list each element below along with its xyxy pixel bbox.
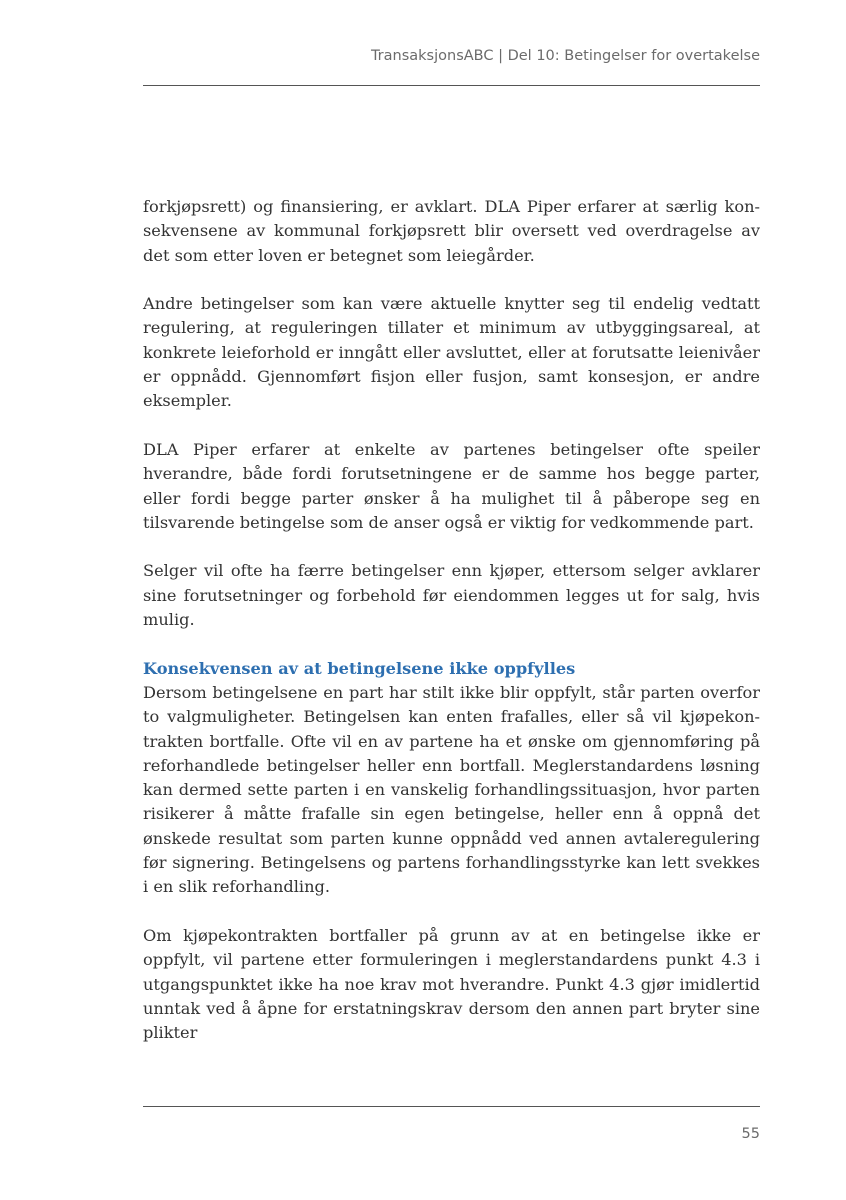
running-header: TransaksjonsABC | Del 10: Betingelser for overtakelse [370,48,760,64]
page-number: 55 [741,1126,760,1142]
header-divider [143,85,760,86]
body-paragraph: Om kjøpekontrakten bortfaller på grunn av at en betingelse ikke er oppfylt, vil partene etter formuleringen i meglerstandardens punkt 4.3 i utgangspunktet ikke ha noe krav mot hverandre. Punkt 4.3 gjør imidlertid unntak ved å åpne for erstatningskrav dersom den annen part bryter sine plikter [143,925,760,1043]
footer-divider [143,1106,760,1107]
body-paragraph: DLA Piper erfarer at enkelte av partenes betingelser ofte speiler hverandre, både fordi forutsetningene er de samme hos begge parter, eller fordi begge parter ønsker å ha mulighet til å påberope seg en tilsvarende betingelse som de anser også er viktig for vedkommende part. [143,439,760,532]
page-body [143,195,760,1045]
body-paragraph: forkjøpsrett) og finansiering, er avklart. DLA Piper erfarer at særlig konsekvensene av kommunal forkjøpsrett blir oversett ved overdragelse av det som etter loven er betegnet som leiegårder. [143,197,760,265]
body-paragraph: Andre betingelser som kan være aktuelle knytter seg til endelig vedtatt regulering, at reguleringen tillater et minimum av utbyggingsareal, at konkrete leieforhold er inngått eller avsluttet, eller at forutsatte leienivåer er oppnådd. Gjennomført fisjon eller fusjon, samt konsesjon, er andre eksempler. [143,294,760,411]
section-heading: Konsekvensen av at betingelsene ikke oppfylles [143,658,576,678]
body-paragraph: Dersom betingelsene en part har stilt ikke blir oppfylt, står parten overfor to valgmuligheter. Betingelsen kan enten frafalles, eller så vil kjøpekontrakten bortfalle. Ofte vil en av partene ha et ønske om gjennomføring på reforhandlede betingelser heller enn bortfall. Meglerstandardens løsning kan dermed sette parten i en vanskelig forhandlingssituasjon, hvor parten risikerer å måtte frafalle sin egen betingelse, heller enn å oppnå det ønskede resultat som parten kunne oppnådd ved annen avtaleregulering før signering. Betingelsens og partens forhandlingsstyrke kan lett svekkes i en slik reforhandling. [143,682,760,897]
body-paragraph: Selger vil ofte ha færre betingelser enn kjøper, ettersom selger avklarer sine forutsetninger og forbehold før eiendommen legges ut for salg, hvis mulig. [143,561,760,630]
